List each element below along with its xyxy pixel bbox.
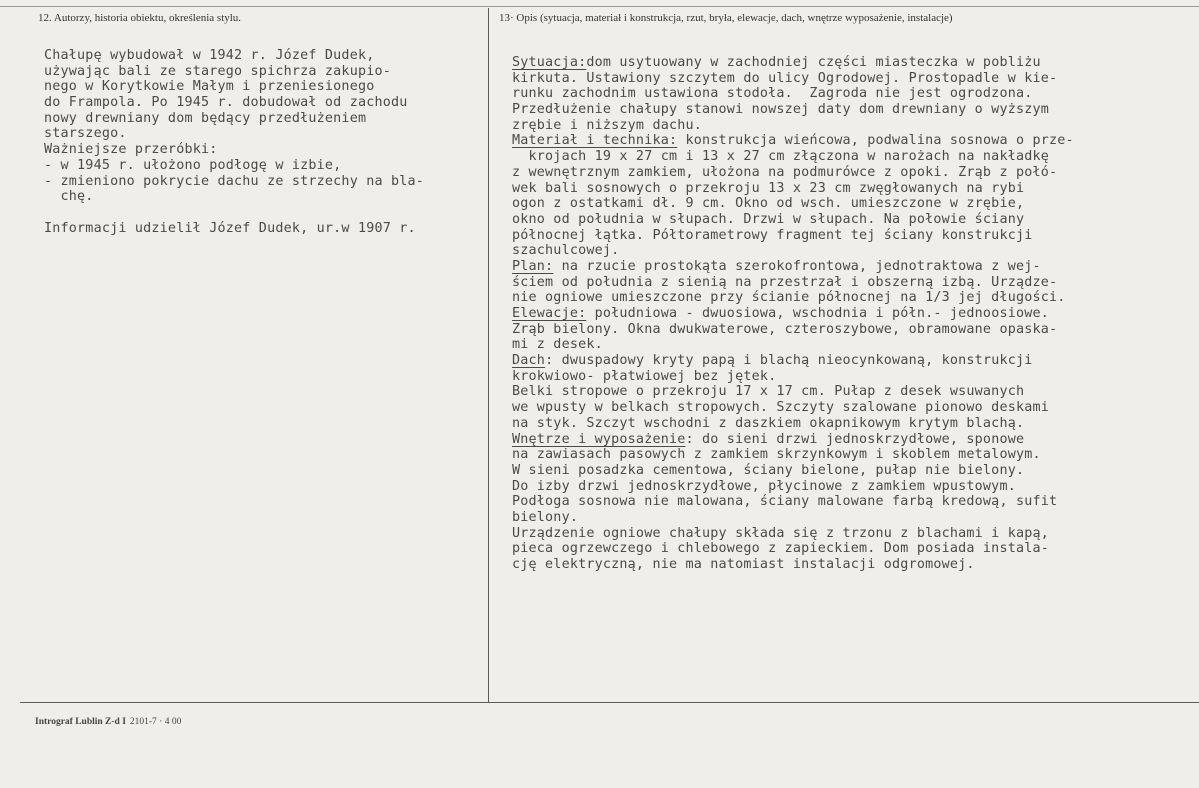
- description-line: [512, 275, 1074, 291]
- history-line: Ważniejsze przeróbki:: [44, 142, 218, 158]
- description-line-text: Belki stropowe o przekroju 17 x 17 cm. Pułap z desek wsuwanych: [512, 384, 1025, 400]
- description-line: [512, 196, 1074, 212]
- section-heading: Elewacje:: [512, 306, 587, 321]
- description-line: [512, 290, 1074, 306]
- description-line-text: szachulcowej.: [512, 243, 620, 259]
- description-line: [512, 259, 1074, 275]
- description-line: [512, 557, 1074, 573]
- description-line: [512, 432, 1074, 448]
- top-border-rule: [0, 6, 1199, 7]
- description-line-text: Urządzenie ogniowe chałupy składa się z trzonu z blachami i kapą,: [512, 525, 1050, 541]
- history-line: nego w Korytkowie Małym i przeniesionego: [44, 79, 375, 95]
- description-line: [512, 165, 1074, 181]
- description-line-text: krojach 19 x 27 cm i 13 x 27 cm złączona w narożach na nakładkę: [512, 149, 1050, 165]
- description-line-text: na styk. Szczyt wschodni z daszkiem okapnikowym krytym blachą.: [512, 415, 1025, 431]
- description-line: [512, 86, 1074, 102]
- description-line: [512, 510, 1074, 526]
- history-line: używając bali ze starego spichrza zakupio-: [44, 63, 391, 79]
- history-text: [44, 48, 424, 236]
- description-line-text: na rzucie prostokąta szerokofrontowa, jednotraktowa z wej-: [553, 258, 1041, 274]
- description-line: [512, 447, 1074, 463]
- description-line-text: Zrąb bielony. Okna dwukwaterowe, czteroszybowe, obramowane opaska-: [512, 321, 1058, 337]
- description-line-text: ogon z ostatkami dł. 9 cm. Okno od wsch. umieszczone w zrębie,: [512, 196, 1025, 212]
- description-line: [512, 212, 1074, 228]
- history-line: [44, 205, 424, 221]
- description-line: [512, 306, 1074, 322]
- section-heading: Sytuacja:: [512, 55, 587, 70]
- history-line: Chałupę wybudował w 1942 r. Józef Dudek,: [44, 48, 375, 63]
- history-line: chę.: [44, 189, 94, 205]
- description-line: [512, 118, 1074, 134]
- description-line: [512, 228, 1074, 244]
- description-line-text: zrębie i niższym dachu.: [512, 117, 703, 133]
- description-line-text: okno od południa w słupach. Drzwi w słupach. Na połowie ściany: [512, 211, 1025, 227]
- footer-divider: [20, 702, 1199, 703]
- description-line-text: W sieni posadzka cementowa, ściany bielone, pułap nie bielony.: [512, 462, 1025, 478]
- description-line: [512, 149, 1074, 165]
- description-line: [512, 243, 1074, 259]
- description-line: [512, 353, 1074, 369]
- description-line-text: dom usytuowany w zachodniej części miasteczka w pobliżu: [586, 55, 1041, 70]
- description-line: [512, 55, 1074, 71]
- description-line-text: pieca ogrzewczego i chlebowego z zapieckiem. Dom posiada instala-: [512, 541, 1050, 557]
- description-text: [512, 55, 1074, 573]
- description-line: [512, 369, 1074, 385]
- description-line: [512, 463, 1074, 479]
- section-12-header: 12. Autorzy, historia obiektu, określenia stylu.: [38, 12, 242, 24]
- print-code: 2101-7 · 4 00: [129, 717, 182, 727]
- section-13-header: 13· Opis (sytuacja, materiał i konstrukcja, rzut, bryła, elewacje, dach, wnętrze wyposażenie, instalacje): [499, 12, 953, 24]
- description-line-text: południowa - dwuosiowa, wschodnia i półn.- jednoosiowe.: [586, 306, 1050, 321]
- description-line: [512, 322, 1074, 338]
- description-line-text: konstrukcja wieńcowa, podwalina sosnowa o prze-: [677, 133, 1074, 149]
- history-line: - w 1945 r. ułożono podłogę w izbie,: [44, 157, 342, 173]
- history-line: Informacji udzielił Józef Dudek, ur.w 1907 r.: [44, 220, 416, 236]
- description-line-text: Do izby drzwi jednoskrzydłowe, płycinowe z zamkiem wpustowym.: [512, 478, 1016, 494]
- description-line-text: nie ogniowe umieszczone przy ścianie północnej na 1/3 jej długości.: [512, 290, 1066, 306]
- description-line-text: : do sieni drzwi jednoskrzydłowe, sponowe: [685, 431, 1025, 447]
- section-heading: Materiał i technika:: [512, 133, 678, 149]
- description-line: [512, 416, 1074, 432]
- publisher-label: Intrograf Lublin Z-d I: [35, 717, 126, 727]
- description-line: [512, 181, 1074, 197]
- description-line-text: krokwiowo- płatwiowej bez jętek.: [512, 368, 777, 384]
- description-line-text: Przedłużenie chałupy stanowi nowszej daty dom drewniany o wyższym: [512, 102, 1050, 118]
- description-line: [512, 479, 1074, 495]
- description-line: [512, 541, 1074, 557]
- description-line: [512, 400, 1074, 416]
- description-line-text: ściem od południa z sienią na przestrzał i obszerną izbą. Urządze-: [512, 274, 1058, 290]
- description-line-text: na zawiasach pasowych z zamkiem skrzynkowym i skoblem metalowym.: [512, 447, 1041, 463]
- description-line: [512, 337, 1074, 353]
- section-heading: Plan:: [512, 258, 554, 274]
- section-heading: Dach: [512, 353, 546, 369]
- description-line: [512, 526, 1074, 542]
- description-line: [512, 102, 1074, 118]
- history-line: do Frampola. Po 1945 r. dobudował od zachodu: [44, 95, 408, 111]
- description-line-text: we wpusty w belkach stropowych. Szczyty szalowane pionowo deskami: [512, 400, 1050, 416]
- description-line-text: bielony.: [512, 509, 579, 525]
- description-line-text: północnej łątka. Półtorametrowy fragment tej ściany konstrukcji: [512, 227, 1033, 243]
- history-line: nowy drewniany dom będący przedłużeniem: [44, 110, 367, 126]
- description-line-text: wek bali sosnowych o przekroju 13 x 23 cm zwęgłowanych na rybi: [512, 180, 1025, 196]
- history-line: - zmieniono pokrycie dachu ze strzechy na bla-: [44, 173, 425, 189]
- column-divider: [488, 8, 489, 702]
- description-line-text: mi z desek.: [512, 337, 603, 353]
- description-line: [512, 494, 1074, 510]
- description-line-text: Podłoga sosnowa nie malowana, ściany malowane farbą kredową, sufit: [512, 494, 1058, 510]
- description-line-text: z wewnętrznym zamkiem, ułożona na podmurówce z opoki. Zrąb z połó-: [512, 164, 1058, 180]
- description-line-text: cję elektryczną, nie ma natomiast instalacji odgromowej.: [512, 557, 975, 572]
- section-heading: Wnętrze i wyposażenie: [512, 431, 686, 447]
- description-line: [512, 384, 1074, 400]
- history-line: starszego.: [44, 126, 127, 142]
- description-line: [512, 133, 1074, 149]
- description-line-text: : dwuspadowy kryty papą i blachą nieocynkowaną, konstrukcji: [545, 353, 1033, 369]
- description-line: [512, 71, 1074, 87]
- description-line-text: runku zachodnim ustawiona stodoła. Zagroda nie jest ogrodzona.: [512, 86, 1033, 102]
- description-line-text: kirkuta. Ustawiony szczytem do ulicy Ogrodowej. Prostopadle w kie-: [512, 70, 1058, 86]
- print-footer: [35, 717, 181, 727]
